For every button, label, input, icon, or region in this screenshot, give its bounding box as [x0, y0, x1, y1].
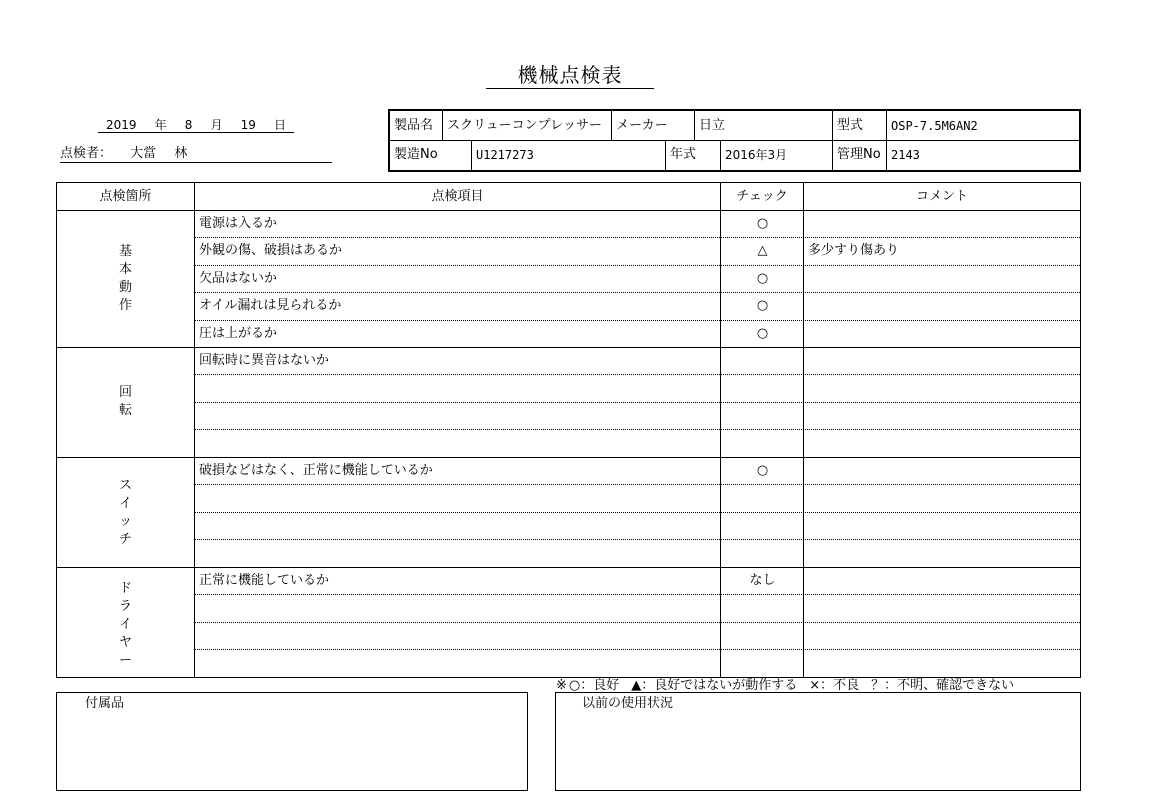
date-month: 8 — [184, 118, 193, 132]
year-value: 2016年3月 — [725, 148, 788, 162]
table-row-comment: 多少すり傷あり — [808, 243, 900, 258]
date-day-label: 日 — [273, 118, 286, 132]
table-row-item: オイル漏れは見られるか — [199, 298, 342, 313]
serial-label: 製造No — [394, 147, 438, 162]
category-basic-operation: 基 本 動 作 — [118, 244, 132, 313]
header-comment: コメント — [915, 189, 968, 204]
category-dryer: ド ラ イ ヤ ー — [118, 581, 132, 668]
accessories-label: 付属品 — [85, 696, 125, 711]
legend-good: ○：良好 — [568, 678, 620, 693]
table-row-check: ○ — [756, 298, 769, 313]
date-day: 19 — [240, 118, 256, 132]
category-rotation: 回 転 — [118, 385, 132, 418]
date-month-label: 月 — [210, 118, 223, 132]
table-row-item: 電源は入るか — [199, 216, 278, 231]
table-row-item: 圧は上がるか — [199, 326, 278, 341]
serial-value: U1217273 — [476, 148, 534, 162]
header-item: 点検項目 — [431, 189, 484, 204]
product-info-table — [388, 109, 1081, 172]
product-name-value: スクリューコンプレッサー — [447, 118, 602, 133]
legend-bad: ×：不良 — [809, 678, 860, 693]
legend-ok: ▲：良好ではないが動作する — [631, 678, 798, 693]
table-row-check: なし — [749, 573, 776, 588]
inspector-given-name: 林 — [174, 146, 188, 161]
legend-prefix: ※ — [556, 678, 567, 693]
control-label: 管理No — [837, 147, 881, 162]
inspection-table — [56, 182, 1081, 678]
control-value: 2143 — [891, 148, 920, 162]
table-row-item: 欠品はないか — [199, 271, 278, 286]
year-label: 年式 — [670, 147, 697, 162]
model-label: 型式 — [837, 118, 864, 133]
date-year: 2019 — [106, 118, 137, 132]
table-row-check: ○ — [756, 463, 769, 478]
accessories-box — [56, 692, 528, 791]
document-title: 機械点検表 — [486, 62, 654, 89]
inspector-line — [60, 146, 332, 163]
table-row-check: ○ — [756, 216, 769, 231]
table-row-check: △ — [757, 243, 768, 258]
legend-unknown: ？：不明、確認できない — [871, 678, 1015, 693]
maker-label: メーカー — [616, 118, 668, 133]
model-value: OSP-7.5M6AN2 — [891, 119, 978, 133]
inspector-surname: 大當 — [130, 146, 157, 161]
previous-usage-label: 以前の使用状況 — [582, 696, 674, 711]
header-check: チェック — [736, 189, 788, 204]
category-switch: ス イ ッ チ — [118, 478, 132, 547]
date-year-label: 年 — [154, 118, 167, 132]
inspection-date — [98, 117, 294, 133]
table-row-check: ○ — [756, 326, 769, 341]
table-row-item: 破損などはなく、正常に機能しているか — [199, 463, 433, 478]
header-location: 点検箇所 — [99, 189, 152, 204]
maker-value: 日立 — [699, 118, 726, 133]
table-row-check: ○ — [756, 271, 769, 286]
product-name-label: 製品名 — [394, 118, 434, 133]
table-row-item: 回転時に異音はないか — [199, 353, 330, 368]
table-row-item: 正常に機能しているか — [199, 573, 330, 588]
inspector-label: 点検者： — [60, 146, 113, 161]
table-row-item: 外観の傷、破損はあるか — [199, 243, 343, 258]
previous-usage-box — [555, 692, 1081, 791]
